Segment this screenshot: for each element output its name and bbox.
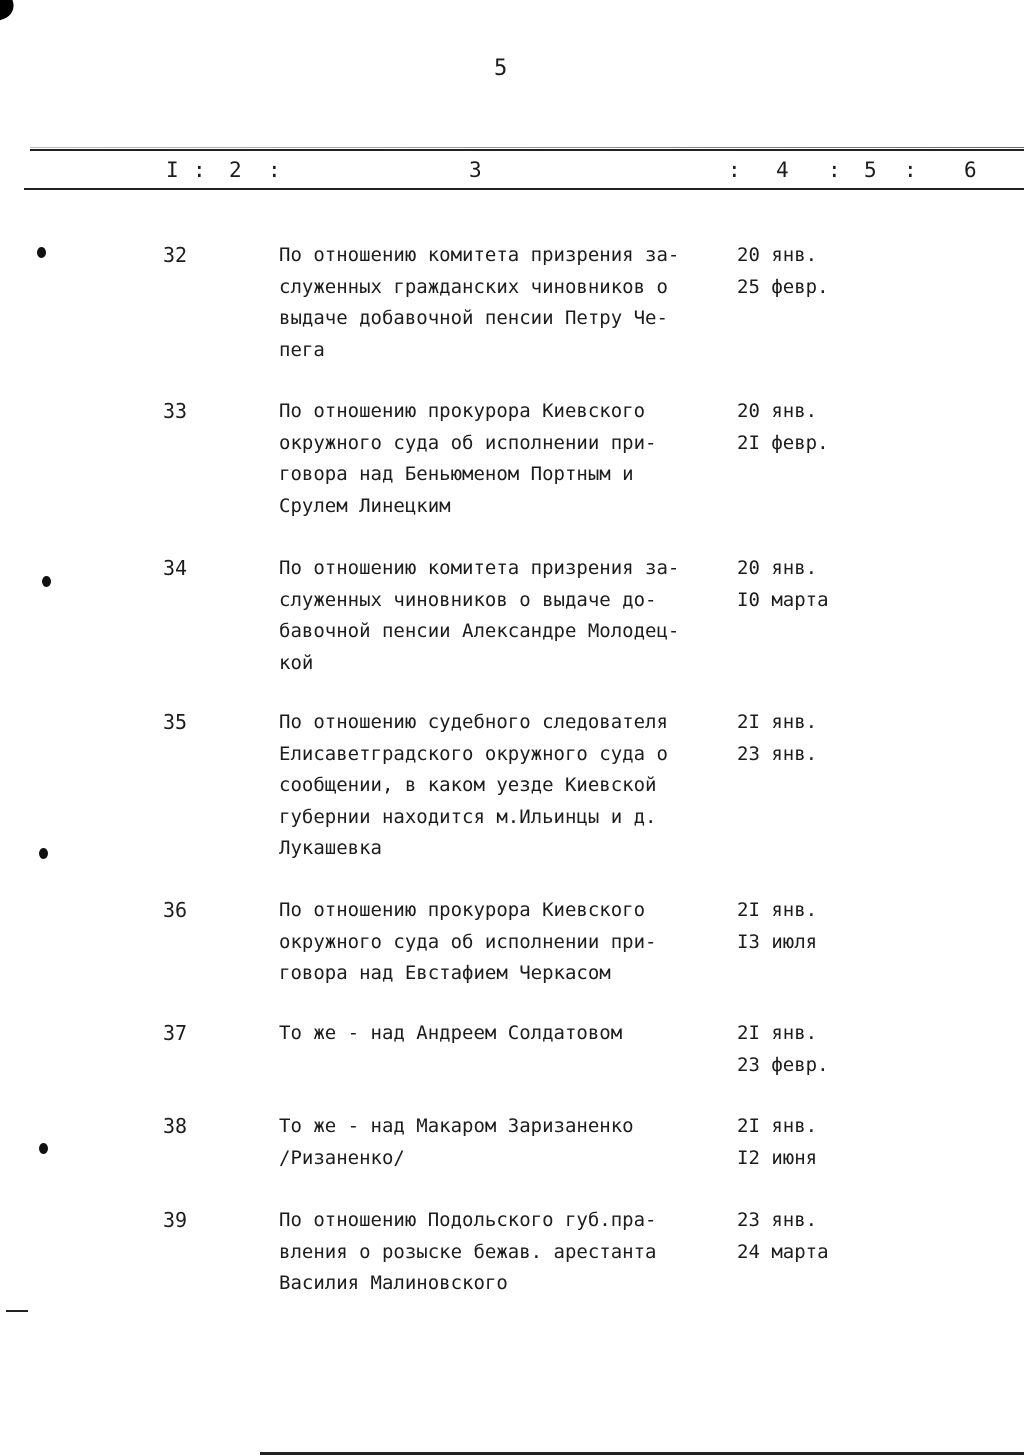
entry-dates: 20 янв. I0 марта <box>737 557 829 611</box>
entry-number: 35 <box>163 710 188 734</box>
column-header-1: I <box>166 158 179 182</box>
entry-description: То же - над Макаром Заризаненко /Ризаненко/ <box>279 1115 634 1169</box>
column-header-6: 6 <box>964 158 977 182</box>
entry-description: По отношению комитета призрения за- служенных чиновников о выдаче до- бавочной пенсии Александре Молодец- кой <box>279 557 680 674</box>
entry-dates: 2I янв. I2 июня <box>737 1115 818 1169</box>
entry-dates: 2I янв. 23 февр. <box>737 1022 829 1076</box>
header-bottom-rule <box>24 188 1024 190</box>
entry-dates: 20 янв. 2I февр. <box>737 400 829 454</box>
entry-description: По отношению судебного следователя Елисаветградского окружного суда о сообщении, в каком уезде Киевской губернии находится м.Ильинцы и д. Лукашевка <box>279 711 668 859</box>
binding-hole-mark <box>39 848 48 859</box>
entry-description: По отношению прокурора Киевского окружного суда об исполнении при- говора над Евстафием Черкасом <box>279 899 657 984</box>
column-header-4: 4 <box>776 158 789 182</box>
column-header-2: 2 <box>229 158 242 182</box>
entry-number: 39 <box>163 1208 188 1232</box>
margin-dash-mark <box>6 1310 28 1312</box>
scan-corner-mark <box>0 0 18 21</box>
column-separator: : <box>828 158 841 182</box>
bottom-rule <box>260 1452 1024 1455</box>
column-separator: : <box>904 158 917 182</box>
entry-number: 36 <box>163 898 188 922</box>
binding-hole-mark <box>37 247 46 258</box>
entry-number: 38 <box>163 1114 188 1138</box>
binding-hole-mark <box>42 576 51 587</box>
column-separator: : <box>268 158 281 182</box>
column-separator: : <box>193 158 206 182</box>
column-header-5: 5 <box>864 158 877 182</box>
entry-description: По отношению прокурора Киевского окружного суда об исполнении при- говора над Беньюменом Портным и Срулем Линецким <box>279 400 657 517</box>
entry-dates: 20 янв. 25 февр. <box>737 244 829 298</box>
column-header-3: 3 <box>469 158 482 182</box>
page-number: 5 <box>494 56 508 81</box>
column-separator: : <box>728 158 741 182</box>
entry-dates: 2I янв. 23 янв. <box>737 711 818 765</box>
entry-description: По отношению комитета призрения за- служенных гражданских чиновников о выдаче добавочной пенсии Петру Че- пега <box>279 244 680 361</box>
entry-dates: 23 янв. 24 марта <box>737 1209 829 1263</box>
entry-number: 34 <box>163 556 188 580</box>
entry-number: 37 <box>163 1021 188 1045</box>
binding-hole-mark <box>39 1143 48 1154</box>
table-header <box>0 158 1024 186</box>
entry-description: По отношению Подольского губ.пра- вления о розыске бежав. арестанта Василия Малиновского <box>279 1209 657 1294</box>
entry-number: 32 <box>163 243 188 267</box>
entry-description: То же - над Андреем Солдатовом <box>279 1022 623 1044</box>
entry-number: 33 <box>163 399 188 423</box>
header-top-rule <box>30 149 1024 151</box>
entry-dates: 2I янв. I3 июля <box>737 899 818 953</box>
